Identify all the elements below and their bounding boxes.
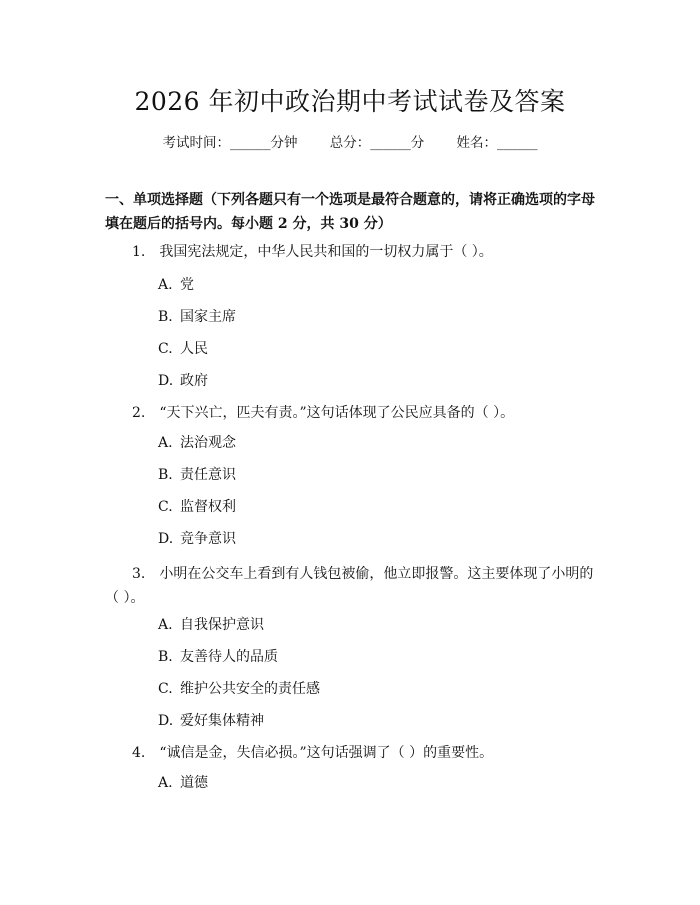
option-letter: B. xyxy=(158,309,173,325)
question-1-option-d xyxy=(158,371,208,391)
question-1-stem: 1. 我国宪法规定，中华人民共和国的一切权力属于（ ）。 xyxy=(132,244,493,260)
question-1-option-b xyxy=(158,307,236,327)
question-4-option-a xyxy=(158,773,208,793)
option-text: 法治观念 xyxy=(180,435,236,451)
option-text: 爱好集体精神 xyxy=(180,713,264,729)
question-2-option-b xyxy=(158,465,236,485)
option-letter: C. xyxy=(158,681,173,697)
option-letter: D. xyxy=(158,373,174,389)
option-letter: D. xyxy=(158,531,174,547)
option-letter: C. xyxy=(158,341,173,357)
option-text: 党 xyxy=(180,277,194,293)
exam-meta xyxy=(0,131,700,151)
section-heading: 一、单项选择题（下列各题只有一个选项是最符合题意的，请将正确选项的字母填在题后的括号内。每小题 2 分，共 30 分） xyxy=(105,192,595,232)
question-4-stem: 4. “诚信是金，失信必损。”这句话强调了（ ）的重要性。 xyxy=(132,745,494,761)
option-text: 监督权利 xyxy=(180,499,236,515)
option-letter: D. xyxy=(158,713,174,729)
option-letter: B. xyxy=(158,467,173,483)
question-2-option-d xyxy=(158,529,236,549)
option-text: 竞争意识 xyxy=(180,531,236,547)
option-text: 友善待人的品质 xyxy=(180,649,278,665)
option-text: 国家主席 xyxy=(180,309,236,325)
option-letter: A. xyxy=(158,435,173,451)
option-text: 政府 xyxy=(180,373,208,389)
question-3-option-b xyxy=(158,647,278,667)
question-3-option-a xyxy=(158,615,264,635)
option-letter: A. xyxy=(158,277,173,293)
option-letter: A. xyxy=(158,617,173,633)
question-2-option-c xyxy=(158,497,236,517)
question-2-option-a xyxy=(158,433,236,453)
option-text: 维护公共安全的责任感 xyxy=(180,681,320,697)
option-letter: C. xyxy=(158,499,173,515)
option-text: 道德 xyxy=(180,775,208,791)
question-1-option-c xyxy=(158,339,208,359)
exam-time-field: 考试时间：______分钟 xyxy=(162,135,298,151)
option-letter: A. xyxy=(158,775,173,791)
question-3-option-d xyxy=(158,711,264,731)
option-text: 责任意识 xyxy=(180,467,236,483)
option-letter: B. xyxy=(158,649,173,665)
question-3-option-c xyxy=(158,679,320,699)
total-score-field: 总分：______分 xyxy=(329,135,425,151)
page-title: 2026 年初中政治期中考试试卷及答案 xyxy=(134,87,566,116)
option-text: 人民 xyxy=(180,341,208,357)
question-3-stem: 3. 小明在公交车上看到有人钱包被偷，他立即报警。这主要体现了小明的（ ）。 xyxy=(105,566,594,606)
question-1-option-a xyxy=(158,275,194,295)
question-2-stem: 2. “天下兴亡，匹夫有责。”这句话体现了公民应具备的（ ）。 xyxy=(132,405,515,421)
student-name-field: 姓名：______ xyxy=(456,135,538,151)
option-text: 自我保护意识 xyxy=(180,617,264,633)
